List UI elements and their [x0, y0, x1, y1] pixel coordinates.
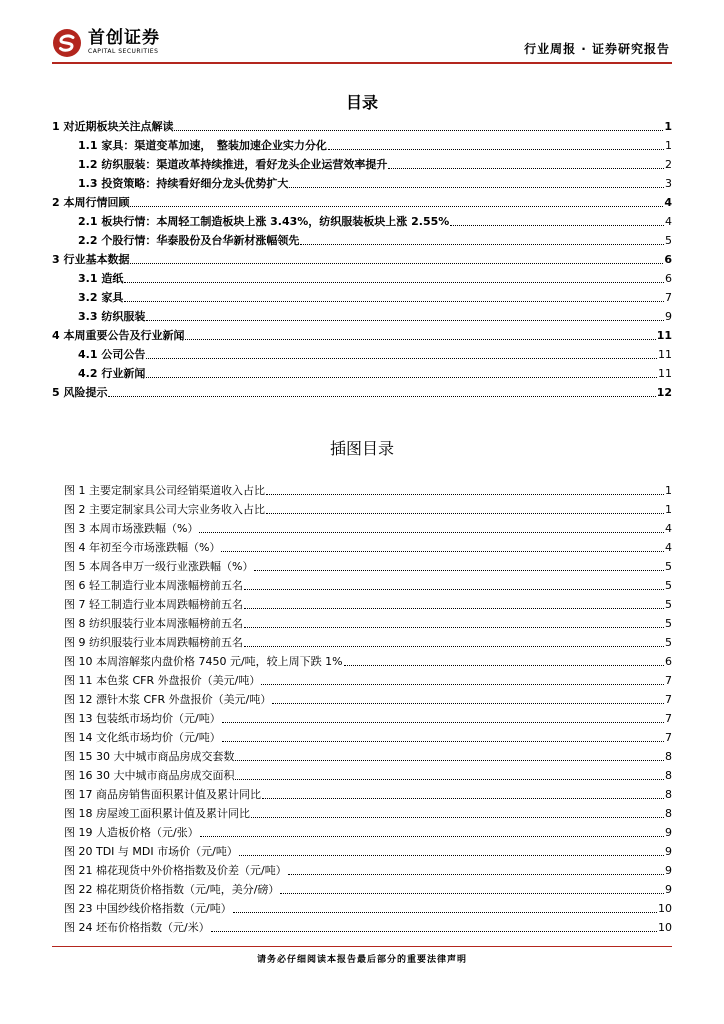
- entry-text: 图 5 本周各申万一级行业涨跌幅（%）: [64, 560, 254, 573]
- page-number: 7: [665, 693, 672, 706]
- toc-entry[interactable]: [52, 248, 672, 267]
- entry-text: 图 6 轻工制造行业本周涨幅榜前五名: [64, 579, 243, 592]
- dot-leader: [261, 684, 664, 685]
- entry-text: 图 23 中国纱线价格指数（元/吨）: [64, 902, 232, 915]
- entry-text: 图 15 30 大中城市商品房成交套数: [64, 750, 235, 763]
- figure-entry[interactable]: [52, 479, 672, 498]
- brand-name-cn: 首创证券: [88, 28, 160, 48]
- page-number: 4: [665, 541, 672, 554]
- figure-entry[interactable]: [52, 593, 672, 612]
- dot-leader: [174, 130, 663, 131]
- entry-text: 图 4 年初至今市场涨跌幅（%）: [64, 541, 221, 554]
- entry-text: 图 10 本周溶解浆内盘价格 7450 元/吨，较上周下跌 1%: [64, 655, 343, 668]
- toc-entry[interactable]: [52, 286, 672, 305]
- dot-leader: [289, 187, 664, 188]
- entry-text: 5 风险提示: [52, 386, 108, 399]
- entry-text: 1.2 纺织服装：渠道改革持续推进，看好龙头企业运营效率提升: [78, 158, 388, 171]
- dot-leader: [280, 893, 664, 894]
- entry-text: 3 行业基本数据: [52, 253, 130, 266]
- dot-leader: [244, 608, 664, 609]
- toc-entry[interactable]: [52, 115, 672, 134]
- dot-leader: [146, 358, 657, 359]
- page-number: 4: [665, 522, 672, 535]
- dot-leader: [262, 798, 664, 799]
- figure-entry[interactable]: [52, 840, 672, 859]
- figure-entry[interactable]: [52, 574, 672, 593]
- dot-leader: [222, 722, 664, 723]
- toc-entry[interactable]: [52, 267, 672, 286]
- dot-leader: [254, 570, 664, 571]
- dot-leader: [239, 855, 664, 856]
- dot-leader: [266, 494, 664, 495]
- entry-text: 2.1 板块行情：本周轻工制造板块上涨 3.43%，纺织服装板块上涨 2.55%: [78, 215, 450, 228]
- entry-text: 图 8 纺织服装行业本周涨幅榜前五名: [64, 617, 243, 630]
- figure-entry[interactable]: [52, 650, 672, 669]
- dot-leader: [272, 703, 664, 704]
- figure-list-title: 插图目录: [329, 439, 394, 458]
- entry-text: 图 19 人造板价格（元/张）: [64, 826, 199, 839]
- dot-leader: [235, 779, 664, 780]
- page-number: 3: [665, 177, 672, 190]
- page-number: 9: [665, 826, 672, 839]
- entry-text: 4.2 行业新闻: [78, 367, 146, 380]
- figure-entry[interactable]: [52, 726, 672, 745]
- page-number: 8: [665, 769, 672, 782]
- dot-leader: [244, 627, 664, 628]
- page-number: 9: [665, 845, 672, 858]
- dot-leader: [221, 551, 664, 552]
- page-number: 4: [664, 196, 672, 209]
- entry-text: 图 3 本周市场涨跌幅（%）: [64, 522, 199, 535]
- dot-leader: [108, 396, 655, 397]
- entry-text: 1 对近期板块关注点解读: [52, 120, 174, 133]
- dot-leader: [251, 817, 664, 818]
- entry-text: 4.1 公司公告: [78, 348, 146, 361]
- dot-leader: [244, 646, 664, 647]
- entry-text: 3.2 家具: [78, 291, 124, 304]
- dot-leader: [300, 244, 664, 245]
- page-number: 7: [665, 674, 672, 687]
- entry-text: 图 17 商品房销售面积累计值及累计同比: [64, 788, 261, 801]
- page-number: 10: [658, 902, 672, 915]
- dot-leader: [233, 912, 657, 913]
- dot-leader: [211, 931, 657, 932]
- toc-entry[interactable]: [52, 381, 672, 400]
- dot-leader: [328, 149, 664, 150]
- figure-entry[interactable]: [52, 536, 672, 555]
- figure-entry[interactable]: [52, 707, 672, 726]
- figure-entry[interactable]: [52, 878, 672, 897]
- entry-text: 2 本周行情回顾: [52, 196, 130, 209]
- dot-leader: [235, 760, 664, 761]
- header-divider: [52, 62, 672, 64]
- legal-disclaimer: 请务必仔细阅读本报告最后部分的重要法律声明: [256, 955, 467, 965]
- page-number: 5: [665, 234, 672, 247]
- toc-entry[interactable]: [52, 191, 672, 210]
- toc-entry[interactable]: [52, 362, 672, 381]
- toc-entry[interactable]: [52, 343, 672, 362]
- figure-entry[interactable]: [52, 612, 672, 631]
- page-number: 8: [665, 750, 672, 763]
- dot-leader: [185, 339, 655, 340]
- toc-entry[interactable]: [52, 172, 672, 191]
- entry-text: 图 12 漂针木浆 CFR 外盘报价（美元/吨）: [64, 693, 272, 706]
- page-number: 5: [665, 560, 672, 573]
- page-number: 8: [665, 807, 672, 820]
- page-number: 6: [664, 253, 672, 266]
- entry-text: 图 13 包装纸市场均价（元/吨）: [64, 712, 221, 725]
- entry-text: 图 24 坯布价格指数（元/米）: [64, 921, 210, 934]
- table-of-contents: [52, 115, 672, 400]
- page-number: 11: [656, 329, 672, 342]
- dot-leader: [130, 206, 663, 207]
- page-number: 8: [665, 788, 672, 801]
- entry-text: 2.2 个股行情：华泰股份及台华新材涨幅领先: [78, 234, 300, 247]
- toc-entry[interactable]: [52, 134, 672, 153]
- page-number: 7: [665, 731, 672, 744]
- dot-leader: [288, 874, 664, 875]
- page-number: 11: [658, 367, 672, 380]
- dot-leader: [200, 836, 664, 837]
- entry-text: 图 2 主要定制家具公司大宗业务收入占比: [64, 503, 265, 516]
- toc-entry[interactable]: [52, 324, 672, 343]
- dot-leader: [130, 263, 663, 264]
- dot-leader: [199, 532, 664, 533]
- toc-title: 目录: [345, 93, 378, 112]
- figure-entry[interactable]: [52, 745, 672, 764]
- figure-entry[interactable]: [52, 821, 672, 840]
- entry-text: 图 20 TDI 与 MDI 市场价（元/吨）: [64, 845, 238, 858]
- entry-text: 3.3 纺织服装: [78, 310, 146, 323]
- entry-text: 图 21 棉花现货中外价格指数及价差（元/吨）: [64, 864, 287, 877]
- page-number: 1: [665, 139, 672, 152]
- figure-entry[interactable]: [52, 669, 672, 688]
- toc-entry[interactable]: [52, 210, 672, 229]
- page-header: [52, 28, 672, 62]
- list-of-figures: [52, 479, 672, 935]
- page-number: 7: [665, 712, 672, 725]
- dot-leader: [124, 282, 664, 283]
- entry-text: 图 22 棉花期货价格指数（元/吨，美分/磅）: [64, 883, 280, 896]
- toc-entry[interactable]: [52, 153, 672, 172]
- entry-text: 3.1 造纸: [78, 272, 124, 285]
- page-number: 12: [656, 386, 672, 399]
- page-number: 6: [665, 655, 672, 668]
- entry-text: 图 14 文化纸市场均价（元/吨）: [64, 731, 221, 744]
- figure-entry[interactable]: [52, 555, 672, 574]
- entry-text: 图 16 30 大中城市商品房成交面积: [64, 769, 235, 782]
- toc-entry[interactable]: [52, 305, 672, 324]
- figure-entry[interactable]: [52, 897, 672, 916]
- dot-leader: [124, 301, 664, 302]
- dot-leader: [266, 513, 664, 514]
- figure-entry[interactable]: [52, 916, 672, 935]
- entry-text: 1.3 投资策略：持续看好细分龙头优势扩大: [78, 177, 289, 190]
- page-number: 4: [665, 215, 672, 228]
- dot-leader: [244, 589, 664, 590]
- page-number: 5: [665, 617, 672, 630]
- page-number: 9: [665, 864, 672, 877]
- figure-entry[interactable]: [52, 802, 672, 821]
- page-number: 5: [665, 636, 672, 649]
- page-number: 1: [665, 503, 672, 516]
- figure-entry[interactable]: [52, 498, 672, 517]
- figure-entry[interactable]: [52, 517, 672, 536]
- entry-text: 图 18 房屋竣工面积累计值及累计同比: [64, 807, 250, 820]
- figure-entry[interactable]: [52, 859, 672, 878]
- page-number: 1: [665, 484, 672, 497]
- dot-leader: [388, 168, 664, 169]
- page-number: 2: [665, 158, 672, 171]
- dot-leader: [344, 665, 664, 666]
- figure-entry[interactable]: [52, 783, 672, 802]
- page-number: 5: [665, 579, 672, 592]
- figure-entry[interactable]: [52, 764, 672, 783]
- page-number: 5: [665, 598, 672, 611]
- entry-text: 图 1 主要定制家具公司经销渠道收入占比: [64, 484, 265, 497]
- toc-entry[interactable]: [52, 229, 672, 248]
- entry-text: 图 7 轻工制造行业本周跌幅榜前五名: [64, 598, 243, 611]
- page-number: 6: [665, 272, 672, 285]
- page-number: 10: [658, 921, 672, 934]
- brand-logo: [52, 28, 160, 58]
- page-number: 7: [665, 291, 672, 304]
- figure-entry[interactable]: [52, 688, 672, 707]
- figure-entry[interactable]: [52, 631, 672, 650]
- entry-text: 1.1 家具：渠道变革加速， 整装加速企业实力分化: [78, 139, 327, 152]
- footer-divider: [52, 946, 672, 947]
- entry-text: 图 9 纺织服装行业本周跌幅榜前五名: [64, 636, 243, 649]
- brand-name-en: CAPITAL SECURITIES: [88, 48, 159, 55]
- dot-leader: [222, 741, 664, 742]
- page-number: 1: [664, 120, 672, 133]
- entry-text: 图 11 本色浆 CFR 外盘报价（美元/吨）: [64, 674, 261, 687]
- page-number: 9: [665, 883, 672, 896]
- dot-leader: [450, 225, 664, 226]
- page-number: 11: [658, 348, 672, 361]
- page-number: 9: [665, 310, 672, 323]
- dot-leader: [146, 320, 664, 321]
- entry-text: 4 本周重要公告及行业新闻: [52, 329, 185, 342]
- report-type-label: 行业周报 · 证券研究报告: [524, 42, 670, 56]
- dot-leader: [146, 377, 657, 378]
- capital-securities-logo-icon: [52, 28, 82, 58]
